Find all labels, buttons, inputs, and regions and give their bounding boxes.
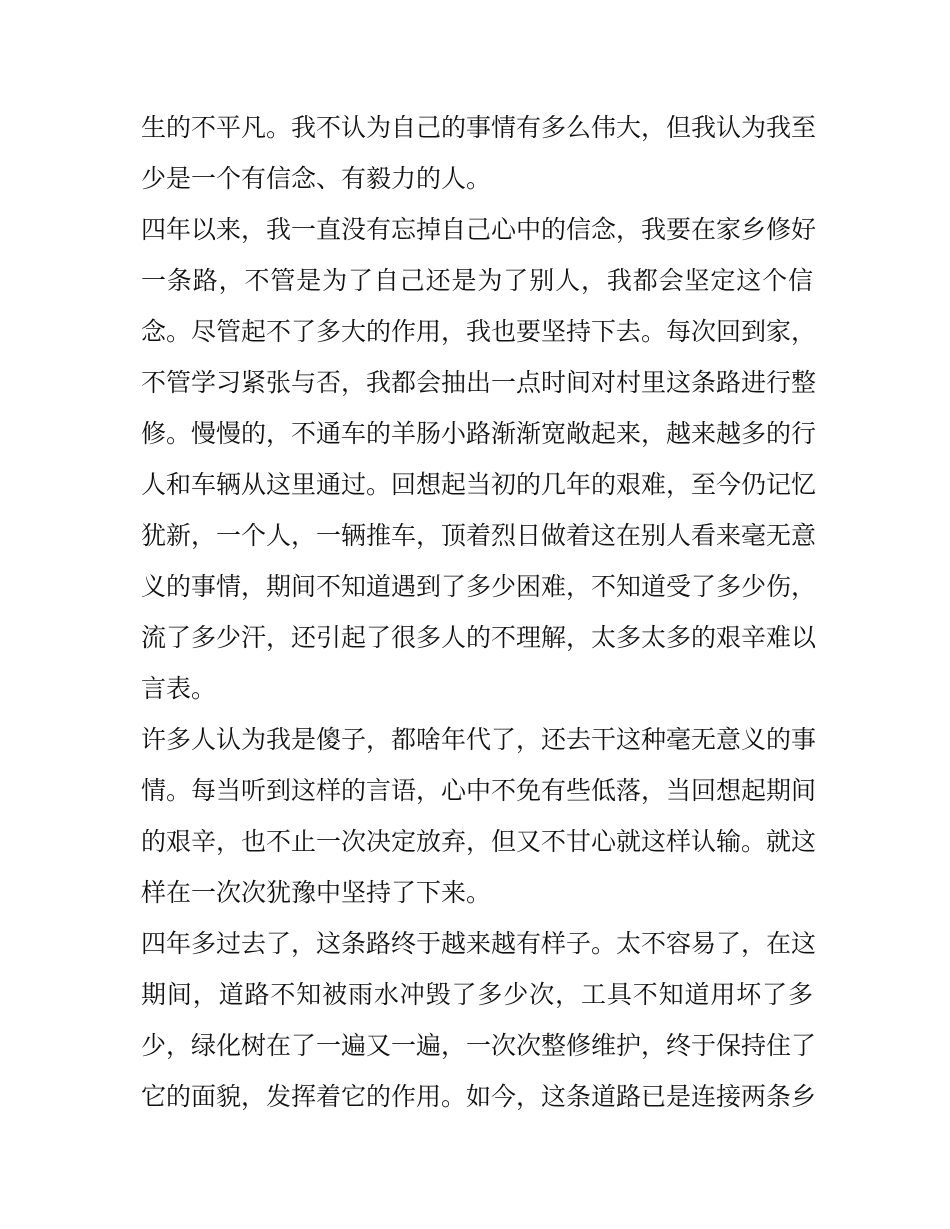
text-line-17: 四年多过去了，这条路终于越来越有样子。太不容易了，在这 [141,929,817,958]
text-line-1: 生的不平凡。我不认为自己的事情有多么伟大，但我认为我至 [141,113,817,142]
text-line-16: 样在一次次犹豫中坚持了下来。 [141,878,492,907]
text-line-9: 犹新，一个人，一辆推车，顶着烈日做着这在别人看来毫无意 [141,521,817,550]
text-line-6: 不管学习紧张与否，我都会抽出一点时间对村里这条路进行整 [141,368,817,397]
text-line-11: 流了多少汗，还引起了很多人的不理解，太多太多的艰辛难以 [141,623,817,652]
text-line-13: 许多人认为我是傻子，都啥年代了，还去干这种毫无意义的事 [141,725,817,754]
text-line-12: 言表。 [141,674,217,703]
text-line-4: 一条路，不管是为了自己还是为了别人，我都会坚定这个信 [141,266,813,295]
text-line-5: 念。尽管起不了多大的作用，我也要坚持下去。每次回到家， [141,317,817,346]
text-line-15: 的艰辛，也不止一次决定放弃，但又不甘心就这样认输。就这 [141,827,817,856]
text-line-20: 它的面貌，发挥着它的作用。如今，这条道路已是连接两条乡 [141,1082,817,1111]
text-line-10: 义的事情，期间不知道遇到了多少困难，不知道受了多少伤， [141,572,817,601]
text-line-7: 修。慢慢的，不通车的羊肠小路渐渐宽敞起来，越来越多的行 [141,419,817,448]
text-line-19: 少，绿化树在了一遍又一遍，一次次整修维护，终于保持住了 [141,1031,817,1060]
body-text [141,102,817,1122]
text-line-2: 少是一个有信念、有毅力的人。 [141,164,492,193]
text-line-3: 四年以来，我一直没有忘掉自己心中的信念，我要在家乡修好 [141,215,817,244]
text-line-8: 人和车辆从这里通过。回想起当初的几年的艰难，至今仍记忆 [141,470,817,499]
text-line-14: 情。每当听到这样的言语，心中不免有些低落，当回想起期间 [141,776,817,805]
text-line-18: 期间，道路不知被雨水冲毁了多少次，工具不知道用坏了多 [141,980,813,1009]
